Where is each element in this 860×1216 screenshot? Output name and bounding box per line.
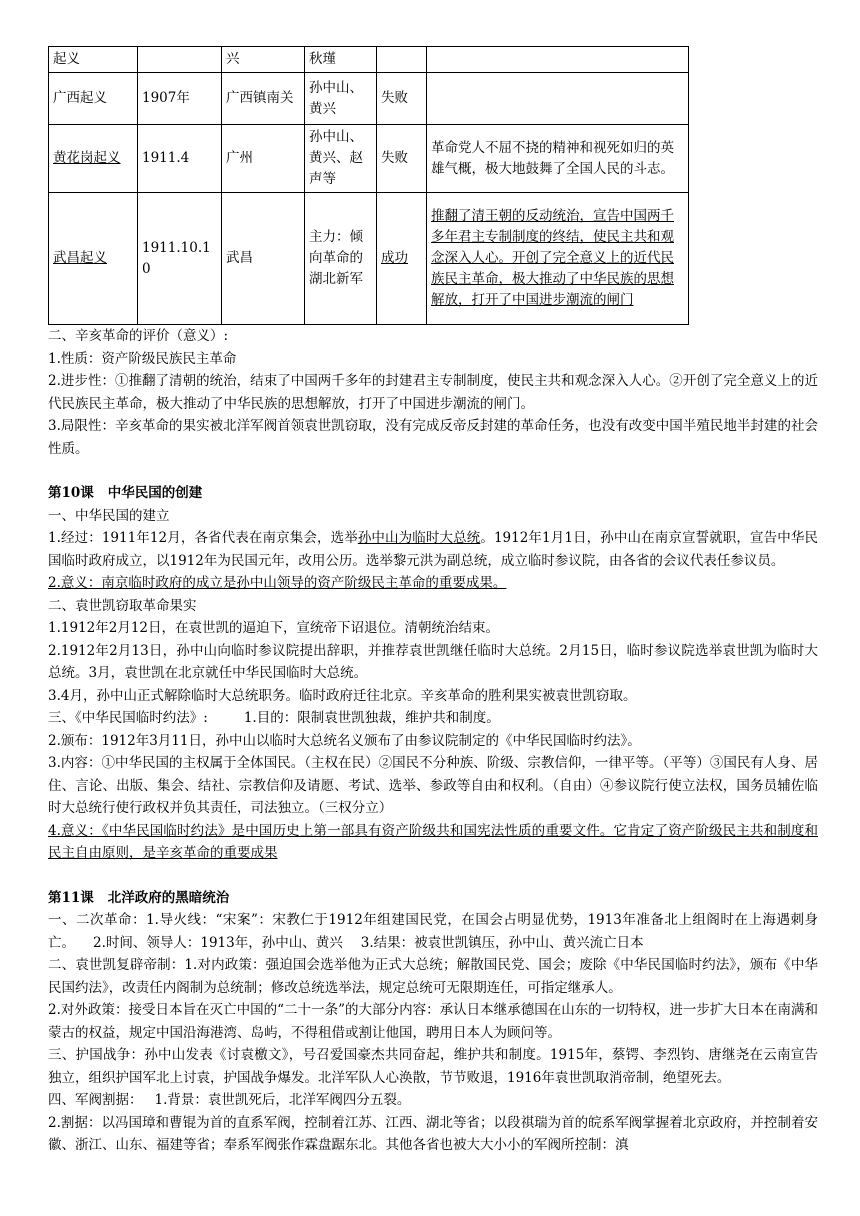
uprising-place: 广西镇南关 (222, 73, 305, 125)
uprising-place: 武昌 (222, 193, 305, 325)
paragraph: 3.内容：①中华民国的主权属于全体国民。（主权在民）②国民不分种族、阶级、宗教信仰，一律平等。（平等）③国民有人身、居住、言论、出版、集会、结社、宗教信仰及请愿、考试、选举、参政等自由和权利。（自由）④参议院行使立法权，国务员辅佐临时大总统行使行政权并负其责任，司法独立。（三权分立） (48, 755, 818, 816)
uprising-result: 成功 (377, 193, 427, 325)
lesson-heading (48, 887, 818, 910)
paragraph (48, 707, 818, 730)
text-run: 1.背景：袁世凯死后，北洋军阀四分五裂。 (154, 1092, 411, 1108)
lesson-title: 北洋政府的黑暗统治 (107, 889, 230, 906)
paragraph (48, 527, 818, 572)
section-heading: 一、中华民国的建立 (48, 507, 170, 524)
uprising-leader: 主力：倾向革命的湖北新军 (305, 193, 377, 325)
section-heading: 四、军阀割据： (48, 1092, 143, 1108)
uprising-result: 失败 (377, 73, 427, 125)
lesson-number: 第11课 (48, 889, 94, 906)
table-row (49, 125, 689, 193)
paragraph: 1.1912年2月12日，在袁世凯的逼迫下，宣统帝下诏退位。清朝统治结束。 (48, 620, 500, 636)
lesson-title: 中华民国的创建 (107, 485, 203, 501)
uprising-meaning: 革命党人不屈不挠的精神和视死如归的英雄气概，极大地鼓舞了全国人民的斗志。 (427, 125, 689, 193)
uprising-place: 兴 (222, 47, 305, 73)
uprising-name: 武昌起义 (49, 193, 138, 325)
uprising-result: 失败 (377, 125, 427, 193)
paragraph (48, 909, 818, 954)
underlined-text: 孙中山为临时大总统 (357, 530, 481, 546)
document-page (48, 46, 818, 1157)
uprising-meaning: 推翻了清王朝的反动统治，宣告中国两千多年君主专制制度的终结，使民主共和观念深入人心。开创了完全意义上的近代民族民主革命，极大推动了中华民族的思想解放，打开了中国进步潮流的闸门 (427, 193, 689, 325)
uprising-name: 起义 (49, 47, 138, 73)
lesson-number: 第10课 (48, 485, 94, 501)
lesson-heading (48, 482, 818, 505)
table-row (49, 73, 689, 125)
section-heading: 三、《中华民国临时约法》: (48, 710, 208, 726)
paragraph: 三、护国战争：孙中山发表《讨袁檄文》，号召爱国豪杰共同奋起，维护共和制度。1915年，蔡锷、李烈钧、唐继尧在云南宣告独立，组织护国军北上讨袁，护国战争爆发。北洋军队人心涣散，节节败退，1916年袁世凯取消帝制，绝望死去。 (48, 1047, 818, 1086)
text-run: 一、二次革命：1.导火线：“宋案”：宋教仁于1912年组建国民党，在国会占明显优势，1913年准备北上组阁时在上海遇刺身亡。 (48, 912, 818, 951)
table-row (49, 47, 689, 73)
paragraph: 2.进步性：①推翻了清朝的统治，结束了中国两千多年的封建君主专制制度，使民主共和观念深入人心。②开创了完全意义上的近代民族民主革命，极大推动了中华民族的思想解放，打开了中国进步潮流的闸门。 (48, 373, 818, 412)
paragraph: 二、袁世凯复辟帝制：1.对内政策：强迫国会选举他为正式大总统；解散国民党、国会；废除《中华民国临时约法》，颁布《中华民国约法》，改责任内阁制为总统制；修改总统选举法，规定总统可无限期连任，可指定继承人。 (48, 957, 818, 996)
uprising-name: 黄花岗起义 (49, 125, 138, 193)
uprising-result (377, 47, 427, 73)
uprising-time: 1911.10.10 (138, 193, 222, 325)
text-run: 1.目的：限制袁世凯独裁，维护共和制度。 (243, 710, 500, 726)
uprising-place: 广州 (222, 125, 305, 193)
paragraph: 3.4月，孙中山正式解除临时大总统职务。临时政府迁往北京。辛亥革命的胜利果实被袁世凯窃取。 (48, 687, 637, 704)
uprising-name: 广西起义 (49, 73, 138, 125)
uprising-time: 1911.4 (138, 125, 222, 193)
uprising-time: 1907年 (138, 73, 222, 125)
paragraph: 2.对外政策：接受日本旨在灭亡中国的“二十一条”的大部分内容：承认日本继承德国在山东的一切特权，进一步扩大日本在南满和蒙古的权益，规定中国沿海港湾、岛屿，不得租借或割让他国，聘用日本人为顾问等。 (48, 1002, 818, 1041)
paragraph (48, 1089, 818, 1112)
paragraph: 2.意义：南京临时政府的成立是孙中山领导的资产阶级民主革命的重要成果。 (48, 575, 507, 591)
text-run: 3.结果：被袁世凯镇压，孙中山、黄兴流亡日本 (360, 934, 644, 951)
paragraph: 1.性质：资产阶级民族民主革命 (48, 350, 237, 367)
section-heading: 二、袁世凯窃取革命果实 (48, 597, 197, 614)
paragraph: 2.颁布：1912年3月11日，孙中山以临时大总统名义颁布了由参议院制定的《中华民国临时约法》。 (48, 732, 641, 749)
uprising-leader: 孙中山、黄兴 (305, 73, 377, 125)
table-row (49, 193, 689, 325)
uprising-meaning (427, 73, 689, 125)
section-heading: 二、辛亥革命的评价（意义）: (48, 328, 229, 344)
paragraph: 2.割据：以冯国璋和曹锟为首的直系军阀，控制着江苏、江西、湖北等省；以段祺瑞为首的皖系军阀掌握着北京政府，并控制着安徽、浙江、山东、福建等省；奉系军阀张作霖盘踞东北。其他各省也被大大小小的军阀所控制：滇 (48, 1114, 818, 1153)
uprising-meaning (427, 47, 689, 73)
text-run: 。1912年1月1日，孙中山在南京宣誓就职，宣告中华民国临时政府成立，以1912年为民国元年，改用公历。选举黎元洪为副总统，成立临时参议院，由各省的会议代表任参议员。 (48, 530, 818, 569)
text-run: 1.经过：1911年12月，各省代表在南京集会，选举 (48, 530, 358, 546)
paragraph: 2.1912年2月13日，孙中山向临时参议院提出辞职，并推荐袁世凯继任临时大总统。2月15日，临时参议院选举袁世凯为临时大总统。3月，袁世凯在北京就任中华民国临时大总统。 (48, 642, 818, 681)
text-run: 2.时间、领导人：1913年，孙中山、黄兴 (93, 934, 343, 951)
paragraph: 3.局限性：辛亥革命的果实被北洋军阀首领袁世凯窃取，没有完成反帝反封建的革命任务，也没有改变中国半殖民地半封建的社会性质。 (48, 418, 818, 457)
uprising-table (48, 46, 689, 325)
uprising-time (138, 47, 222, 73)
uprising-leader: 孙中山、黄兴、赵声等 (305, 125, 377, 193)
paragraph: 4.意义：《中华民国临时约法》是中国历史上第一部具有资产阶级共和国宪法性质的重要文件。它肯定了资产阶级民主共和制度和民主自由原则，是辛亥革命的重要成果 (48, 822, 818, 861)
uprising-leader: 秋瑾 (305, 47, 377, 73)
